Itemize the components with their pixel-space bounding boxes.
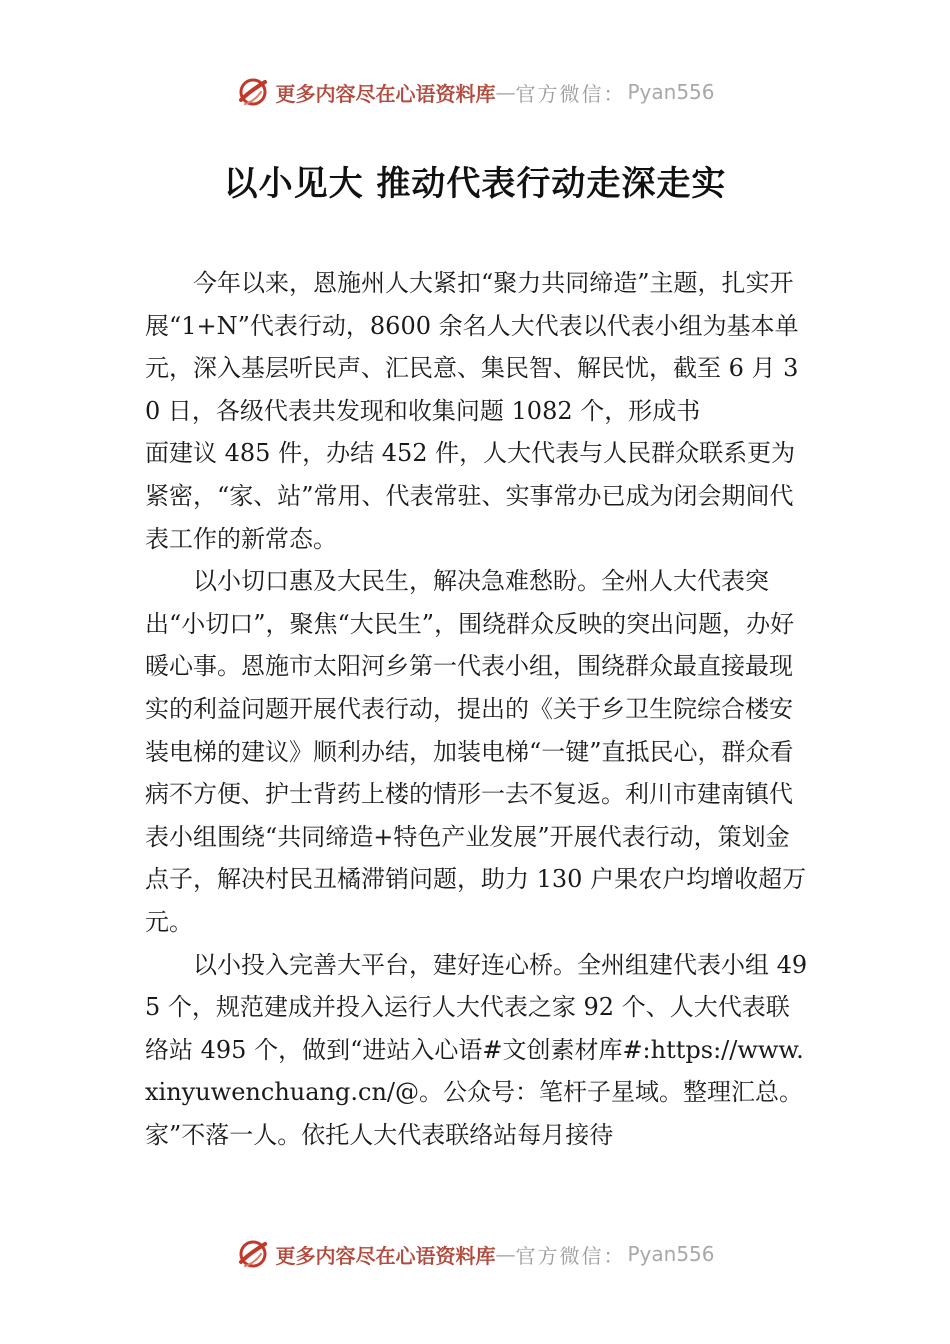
brush-logo-icon [235, 74, 271, 110]
watermark-separator: — [495, 1242, 516, 1266]
watermark-wechat-id: Pyan556 [627, 1242, 715, 1266]
paragraph: 今年以来，恩施州人大紧扣“聚力共同缔造”主题，扎实开展“1+N”代表行动，8600 余名人大代表以代表小组为基本单元，深入基层听民声、汇民意、集民智、解民忧，截至 6 月 30 日，各级代表共发现和收集问题 1082 个，形成书 [145, 269, 799, 425]
document-body [145, 262, 813, 1156]
watermark-label: 官方微信： [515, 81, 626, 106]
paragraph: 以小投入完善大平台，建好连心桥。全州组建代表小组 495 个，规范建成并投入运行人大代表之家 92 个、人大代表联络站 495 个，做到“进站入心语#文创素材库#:https://www.xinyuwenchuang.cn/@。公众号：笔杆子星域。整理汇总。家”不落一人。依托人大代表联络站每月接待 [145, 950, 808, 1149]
paragraph: 以小切口惠及大民生，解决急难愁盼。全州人大代表突出“小切口”，聚焦“大民生”，围绕群众反映的突出问题，办好暖心事。恩施市太阳河乡第一代表小组，围绕群众最直接最现实的利益问题开展代表行动，提出的《关于乡卫生院综合楼安装电梯的建议》顺利办结，加装电梯“一键”直抵民心，群众看病不方便、护士背药上楼的情形一去不复返。利川市建南镇代表小组围绕“共同缔造+特色产业发展”开展代表行动，策划金点子，解决村民丑橘滞销问题，助力 130 户果农户均增收超万元。 [145, 567, 807, 936]
brush-logo-icon [235, 1236, 271, 1272]
watermark-wechat-id: Pyan556 [627, 80, 715, 104]
paragraph: 面建议 485 件，办结 452 件，人大代表与人民群众联系更为紧密，“家、站”常用、代表常驻、实事常办已成为闭会期间代表工作的新常态。 [145, 439, 796, 553]
header-watermark [0, 70, 950, 114]
watermark-main-text: 更多内容尽在心语资料库 [275, 81, 496, 106]
watermark-main-text: 更多内容尽在心语资料库 [275, 1243, 496, 1268]
document-title: 以小见大 推动代表行动走深走实 [223, 164, 727, 204]
watermark-label: 官方微信： [515, 1243, 626, 1268]
footer-watermark [0, 1232, 950, 1276]
watermark-separator: — [495, 80, 516, 104]
